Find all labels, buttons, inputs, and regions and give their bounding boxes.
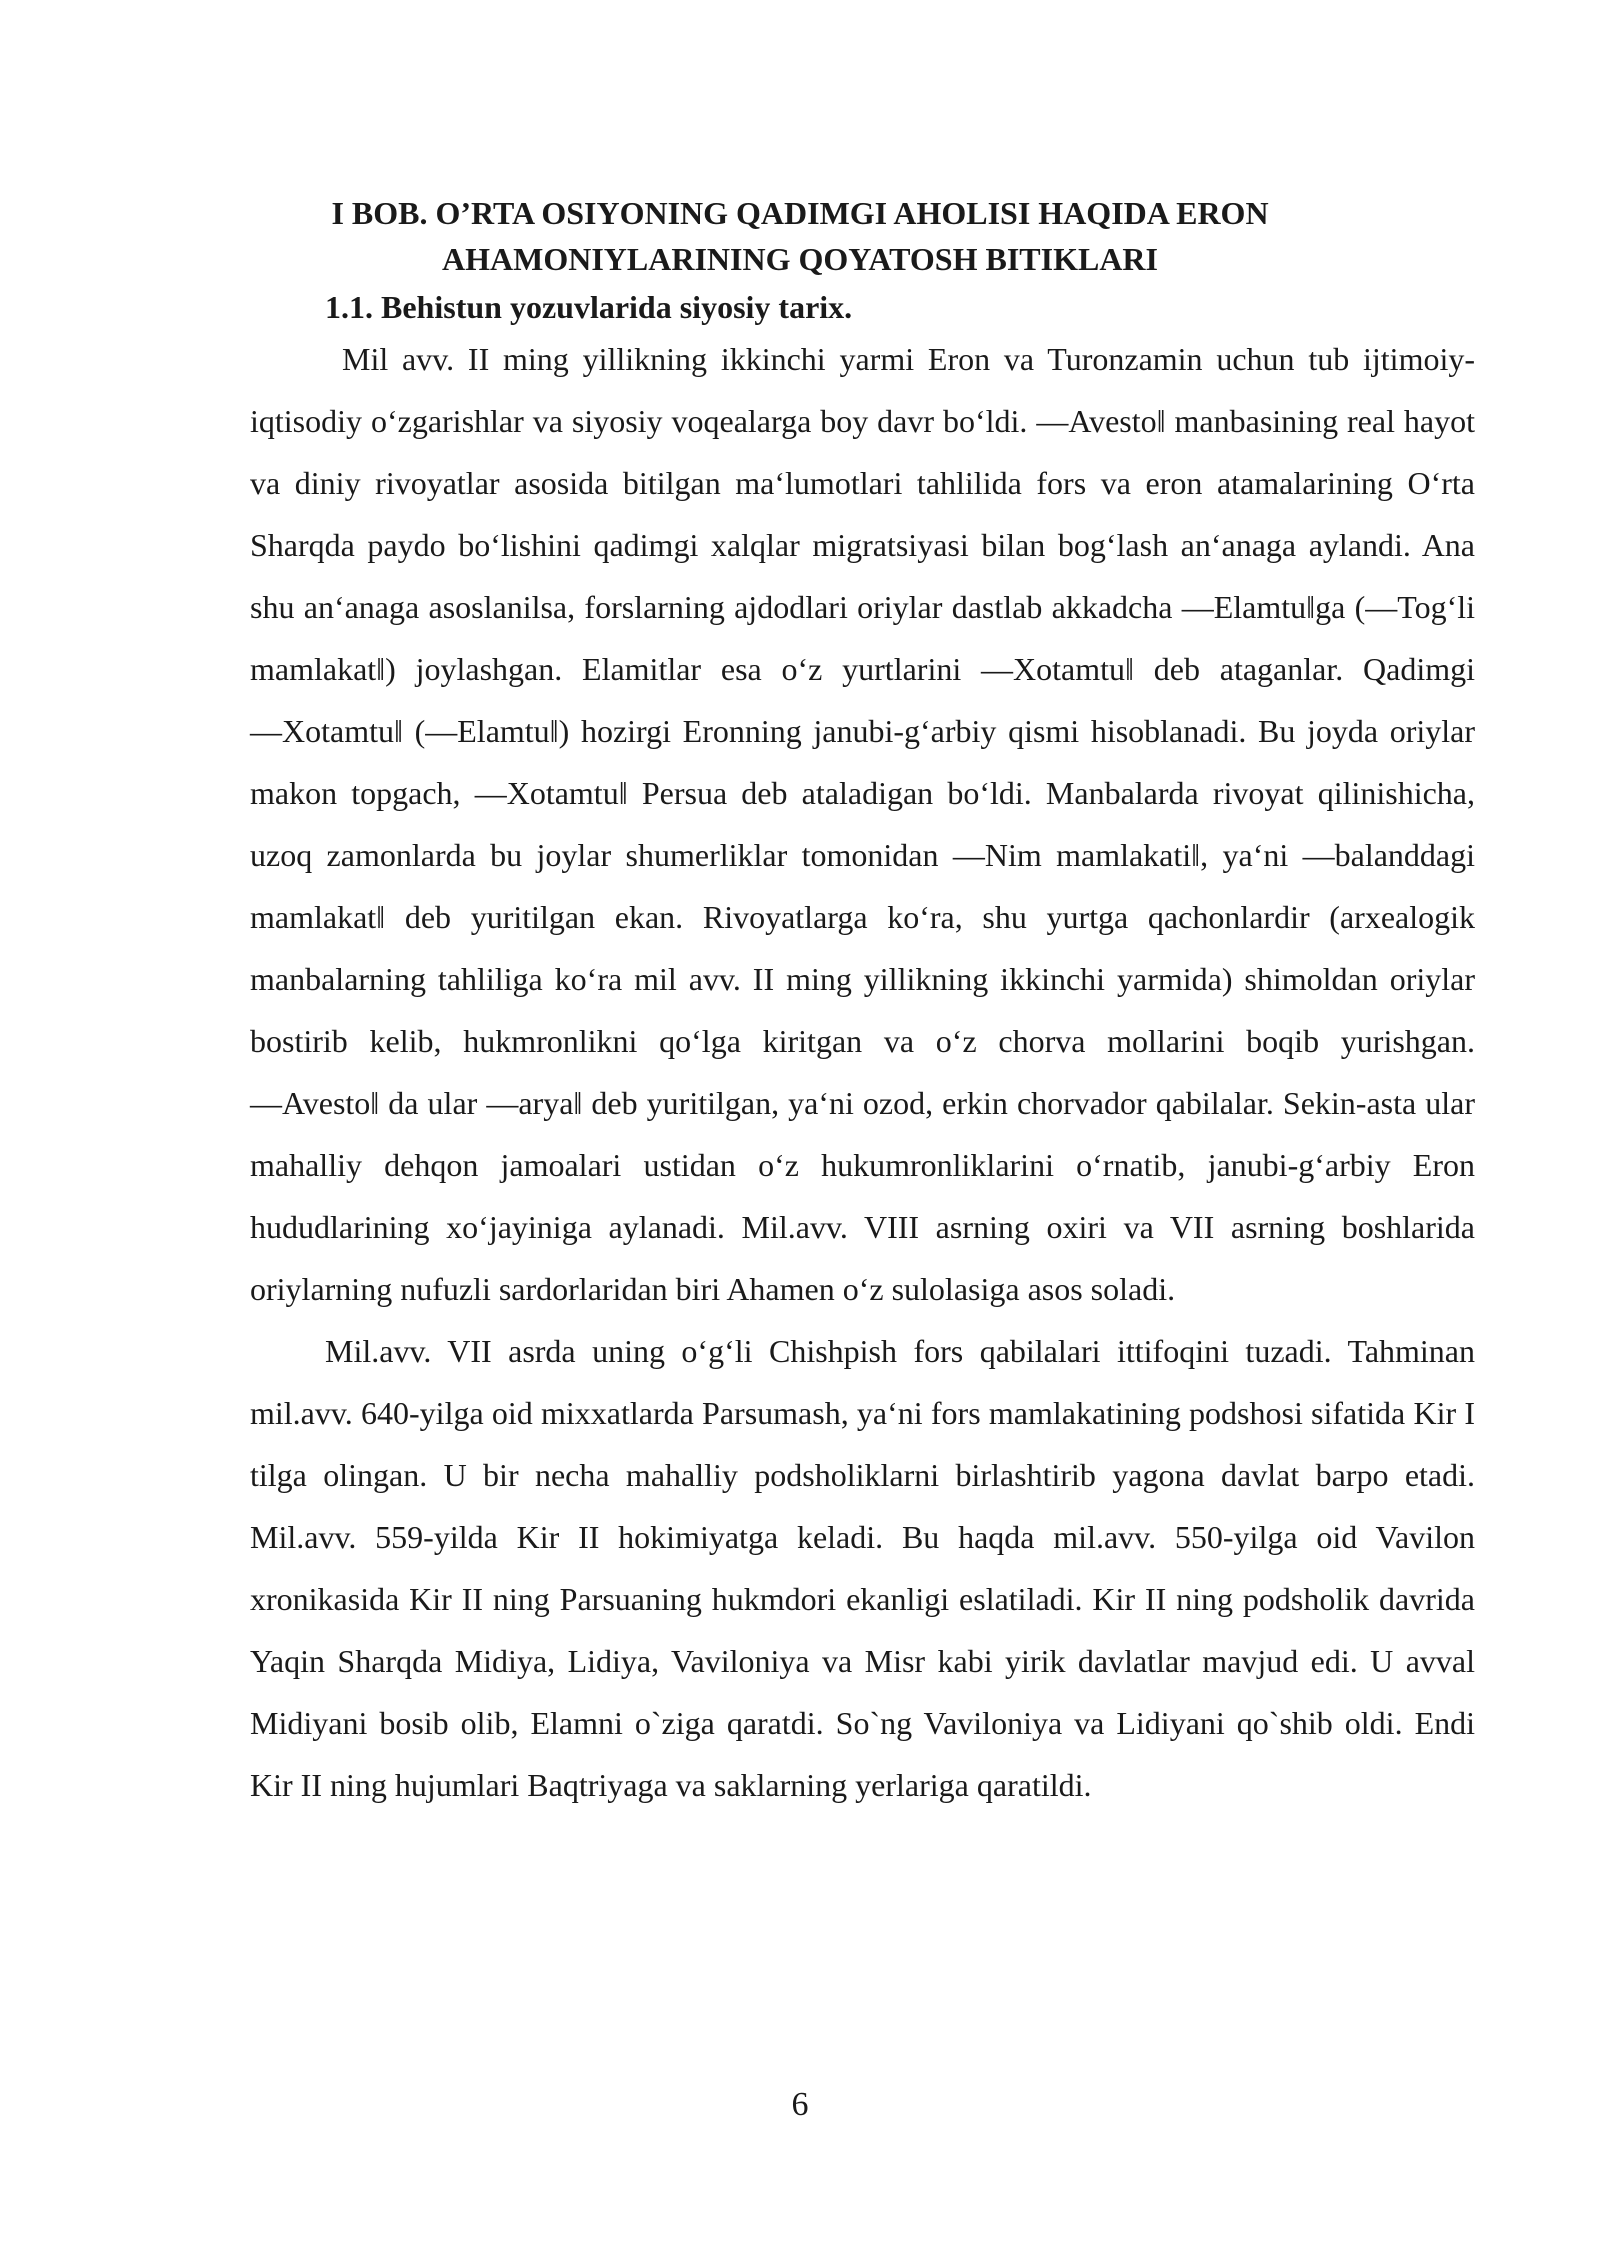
section-title: 1.1. Behistun yozuvlarida siyosiy tarix. (325, 289, 853, 325)
paragraph-2: Mil.avv. VII asrda uning o‘g‘li Chishpish fors qabilalari ittifoqini tuzadi. Tahminan mil.avv. 640-yilga oid mixxatlarda Parsumash, ya‘ni fors mamlakatining podshosi sifatida Kir I tilga olingan. U bir necha mahalliy podsholiklarni birlashtirib yagona davlat barpo etadi. Mil.avv. 559-yilda Kir II hokimiyatga keladi. Bu haqda mil.avv. 550-yilga oid Vavilon xronikasida Kir II ning Parsuaning hukmdori ekanligi eslatiladi. Kir II ning podsholik davrida Yaqin Sharqda Midiya, Lidiya, Vaviloniya va Misr kabi yirik davlatlar mavjud edi. U avval Midiyani bosib olib, Elamni o`ziga qaratdi. So`ng Vaviloniya va Lidiyani qo`shib oldi. Endi Kir II ning hujumlari Baqtriyaga va saklarning yerlariga qaratildi. (250, 1333, 1475, 1803)
chapter-title (250, 190, 1350, 282)
page-number: 6 (791, 2086, 809, 2123)
paragraph-1: Mil avv. II ming yillikning ikkinchi yarmi Eron va Turonzamin uchun tub ijtimoiy-iqtisodiy o‘zgarishlar va siyosiy voqealarga boy davr bo‘ldi. ―Avesto‖ manbasining real hayot va diniy rivoyatlar asosida bitilgan ma‘lumotlari tahlilida fors va eron atamalarining O‘rta Sharqda paydo bo‘lishini qadimgi xalqlar migratsiyasi bilan bog‘lash an‘anaga aylandi. Ana shu an‘anaga asoslanilsa, forslarning ajdodlari oriylar dastlab akkadcha ―Elamtu‖ga (―Tog‘li mamlakat‖) joylashgan. Elamitlar esa o‘z yurtlarini ―Xotamtu‖ deb ataganlar. Qadimgi ―Xotamtu‖ (―Elamtu‖) hozirgi Eronning janubi-g‘arbiy qismi hisoblanadi. Bu joyda oriylar makon topgach, ―Xotamtu‖ Persua deb ataladigan bo‘ldi. Manbalarda rivoyat qilinishicha, uzoq zamonlarda bu joylar shumerliklar tomonidan ―Nim mamlakati‖, ya‘ni ―balanddagi mamlakat‖ deb yuritilgan ekan. Rivoyatlarga ko‘ra, shu yurtga qachonlardir (arxealogik manbalarning tahliliga ko‘ra mil avv. II ming yillikning ikkinchi yarmida) shimoldan oriylar bostirib kelib, hukmronlikni qo‘lga kiritgan va o‘z chorva mollarini boqib yurishgan. ―Avesto‖ da ular ―arya‖ deb yuritilgan, ya‘ni ozod, erkin chorvador qabilalar. Sekin-asta ular mahalliy dehqon jamoalari ustidan o‘z hukumronliklarini o‘rnatib, janubi-g‘arbiy Eron hududlarining xo‘jayiniga aylanadi. Mil.avv. VIII asrning oxiri va VII asrning boshlarida oriylarning nufuzli sardorlaridan biri Ahamen o‘z sulolasiga asos soladi. (250, 341, 1475, 1307)
chapter-title-line-2: AHAMONIYLARINING QOYATOSH BITIKLARI (442, 241, 1158, 277)
chapter-title-line-1: I BOB. O’RTA OSIYONING QADIMGI AHOLISI HAQIDA ERON (331, 195, 1269, 231)
body-text (250, 328, 1475, 1816)
